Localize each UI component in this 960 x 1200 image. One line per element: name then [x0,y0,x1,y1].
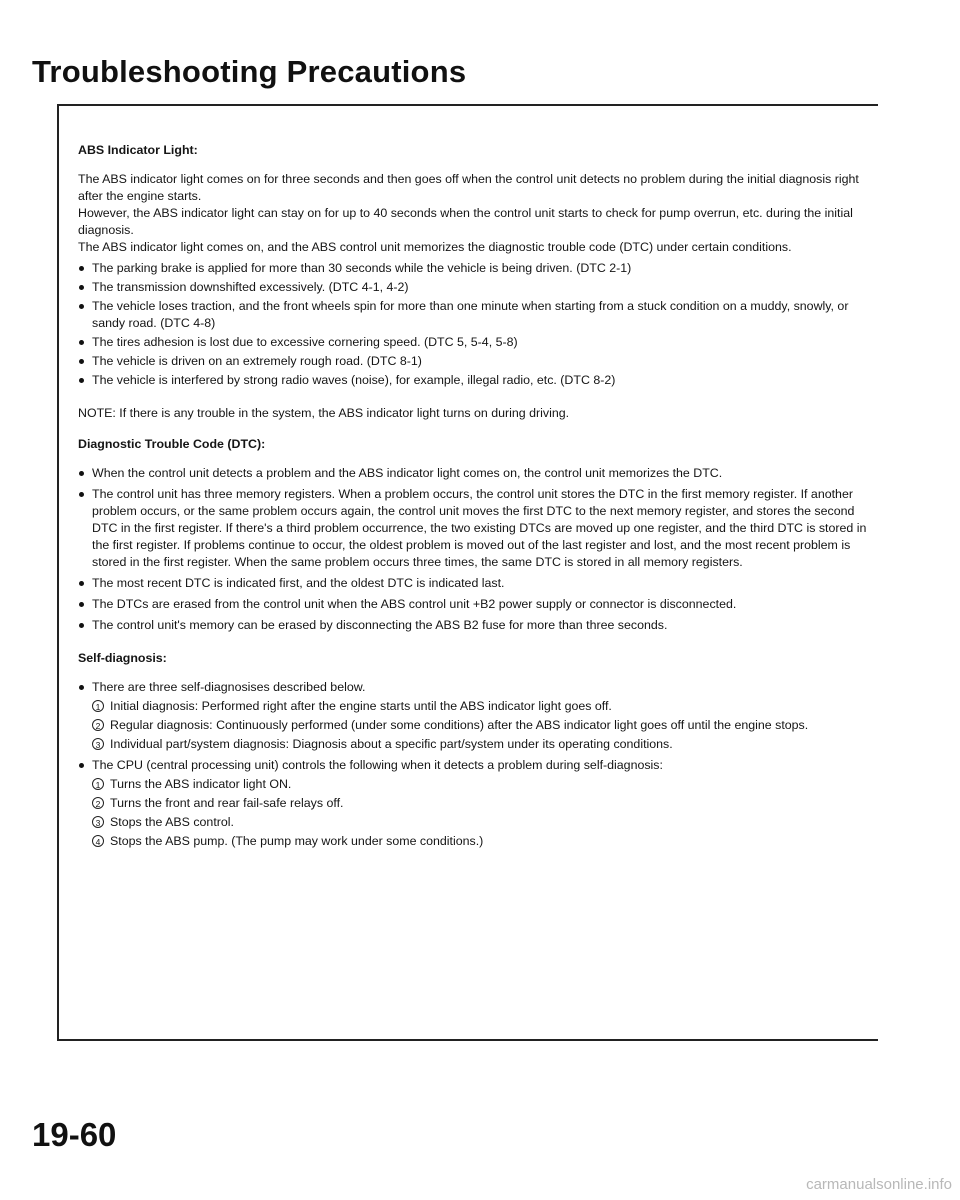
list-item: The DTCs are erased from the control unit when the ABS control unit +B2 power supply or connector is disconnected. [78,596,868,613]
sub-item [92,833,868,850]
sub-item [92,814,868,831]
circled-number: 1 [92,700,104,712]
list-item: The control unit's memory can be erased by disconnecting the ABS B2 fuse for more than three seconds. [78,617,868,634]
sub-item [92,717,868,734]
list-item-text: There are three self-diagnosises described below. [92,680,366,694]
list-item: When the control unit detects a problem and the ABS indicator light comes on, the control unit memorizes the DTC. [78,465,868,482]
circled-number: 2 [92,719,104,731]
dtc-condition-list [78,260,868,389]
dtc-list [78,465,868,634]
list-item [78,757,868,850]
paragraph: The ABS indicator light comes on for three seconds and then goes off when the control unit detects no problem during the initial diagnosis right after the engine starts. [78,172,859,203]
list-item: The vehicle is driven on an extremely rough road. (DTC 8-1) [78,353,868,370]
sub-item-text: Turns the ABS indicator light ON. [110,777,292,791]
list-item: The parking brake is applied for more than 30 seconds while the vehicle is being driven. (DTC 2-1) [78,260,868,277]
page-number: 19-60 [32,1116,117,1153]
list-item: The control unit has three memory registers. When a problem occurs, the control unit stores the DTC in the first memory register. If another problem occurs, or the same problem occurs again, the control unit moves the first DTC to the next memory register, and stores the second DTC in the first register. If there's a third problem occurrence, the two existing DTCs are moved up one register, and the third DTC is stored in the first register. If problems continue to occur, the oldest problem is moved out of the last register and lost, and the most recent problem is stored in the first register. When the same problem occurs three times, the same DTC is stored in all memory registers. [78,486,868,571]
sub-item [92,698,868,715]
page-title: Troubleshooting Precautions [32,54,467,89]
sub-item [92,776,868,793]
sub-item [92,736,868,753]
paragraph: However, the ABS indicator light can stay on for up to 40 seconds when the control unit starts to check for pump overrun, etc. during the initial diagnosis. [78,206,853,237]
list-item [78,679,868,753]
watermark: carmanualsonline.info [806,1176,952,1193]
content-body [78,142,868,866]
self-diagnosis-list [78,679,868,850]
paragraph: The ABS indicator light comes on, and the ABS control unit memorizes the diagnostic trouble code (DTC) under certain conditions. [78,240,792,254]
circled-number: 4 [92,835,104,847]
circled-number: 3 [92,816,104,828]
sub-item-text: Regular diagnosis: Continuously performed (under some conditions) after the ABS indicator light goes off until the engine stops. [110,718,809,732]
list-item: The vehicle loses traction, and the front wheels spin for more than one minute when starting from a stuck condition on a muddy, snowly, or sandy road. (DTC 4-8) [78,298,868,332]
note: NOTE: If there is any trouble in the system, the ABS indicator light turns on during driving. [78,406,570,420]
list-item: The vehicle is interfered by strong radio waves (noise), for example, illegal radio, etc. (DTC 8-2) [78,372,868,389]
list-item: The tires adhesion is lost due to excessive cornering speed. (DTC 5, 5-4, 5-8) [78,334,868,351]
circled-number: 3 [92,738,104,750]
abs-indicator-heading: ABS Indicator Light: [78,143,198,157]
list-item: The most recent DTC is indicated first, and the oldest DTC is indicated last. [78,575,868,592]
sub-item-text: Stops the ABS pump. (The pump may work under some conditions.) [110,834,484,848]
circled-number: 2 [92,797,104,809]
sub-item-text: Initial diagnosis: Performed right after the engine starts until the ABS indicator light goes off. [110,699,612,713]
sub-item [92,795,868,812]
circled-number: 1 [92,778,104,790]
self-diagnosis-heading: Self-diagnosis: [78,651,167,665]
list-item-text: The CPU (central processing unit) controls the following when it detects a problem during self-diagnosis: [92,758,663,772]
dtc-heading: Diagnostic Trouble Code (DTC): [78,437,266,451]
sub-item-text: Individual part/system diagnosis: Diagnosis about a specific part/system under its operating conditions. [110,737,673,751]
list-item: The transmission downshifted excessively. (DTC 4-1, 4-2) [78,279,868,296]
sub-item-text: Stops the ABS control. [110,815,234,829]
sub-item-text: Turns the front and rear fail-safe relays off. [110,796,344,810]
abs-indicator-paragraphs [78,171,868,256]
